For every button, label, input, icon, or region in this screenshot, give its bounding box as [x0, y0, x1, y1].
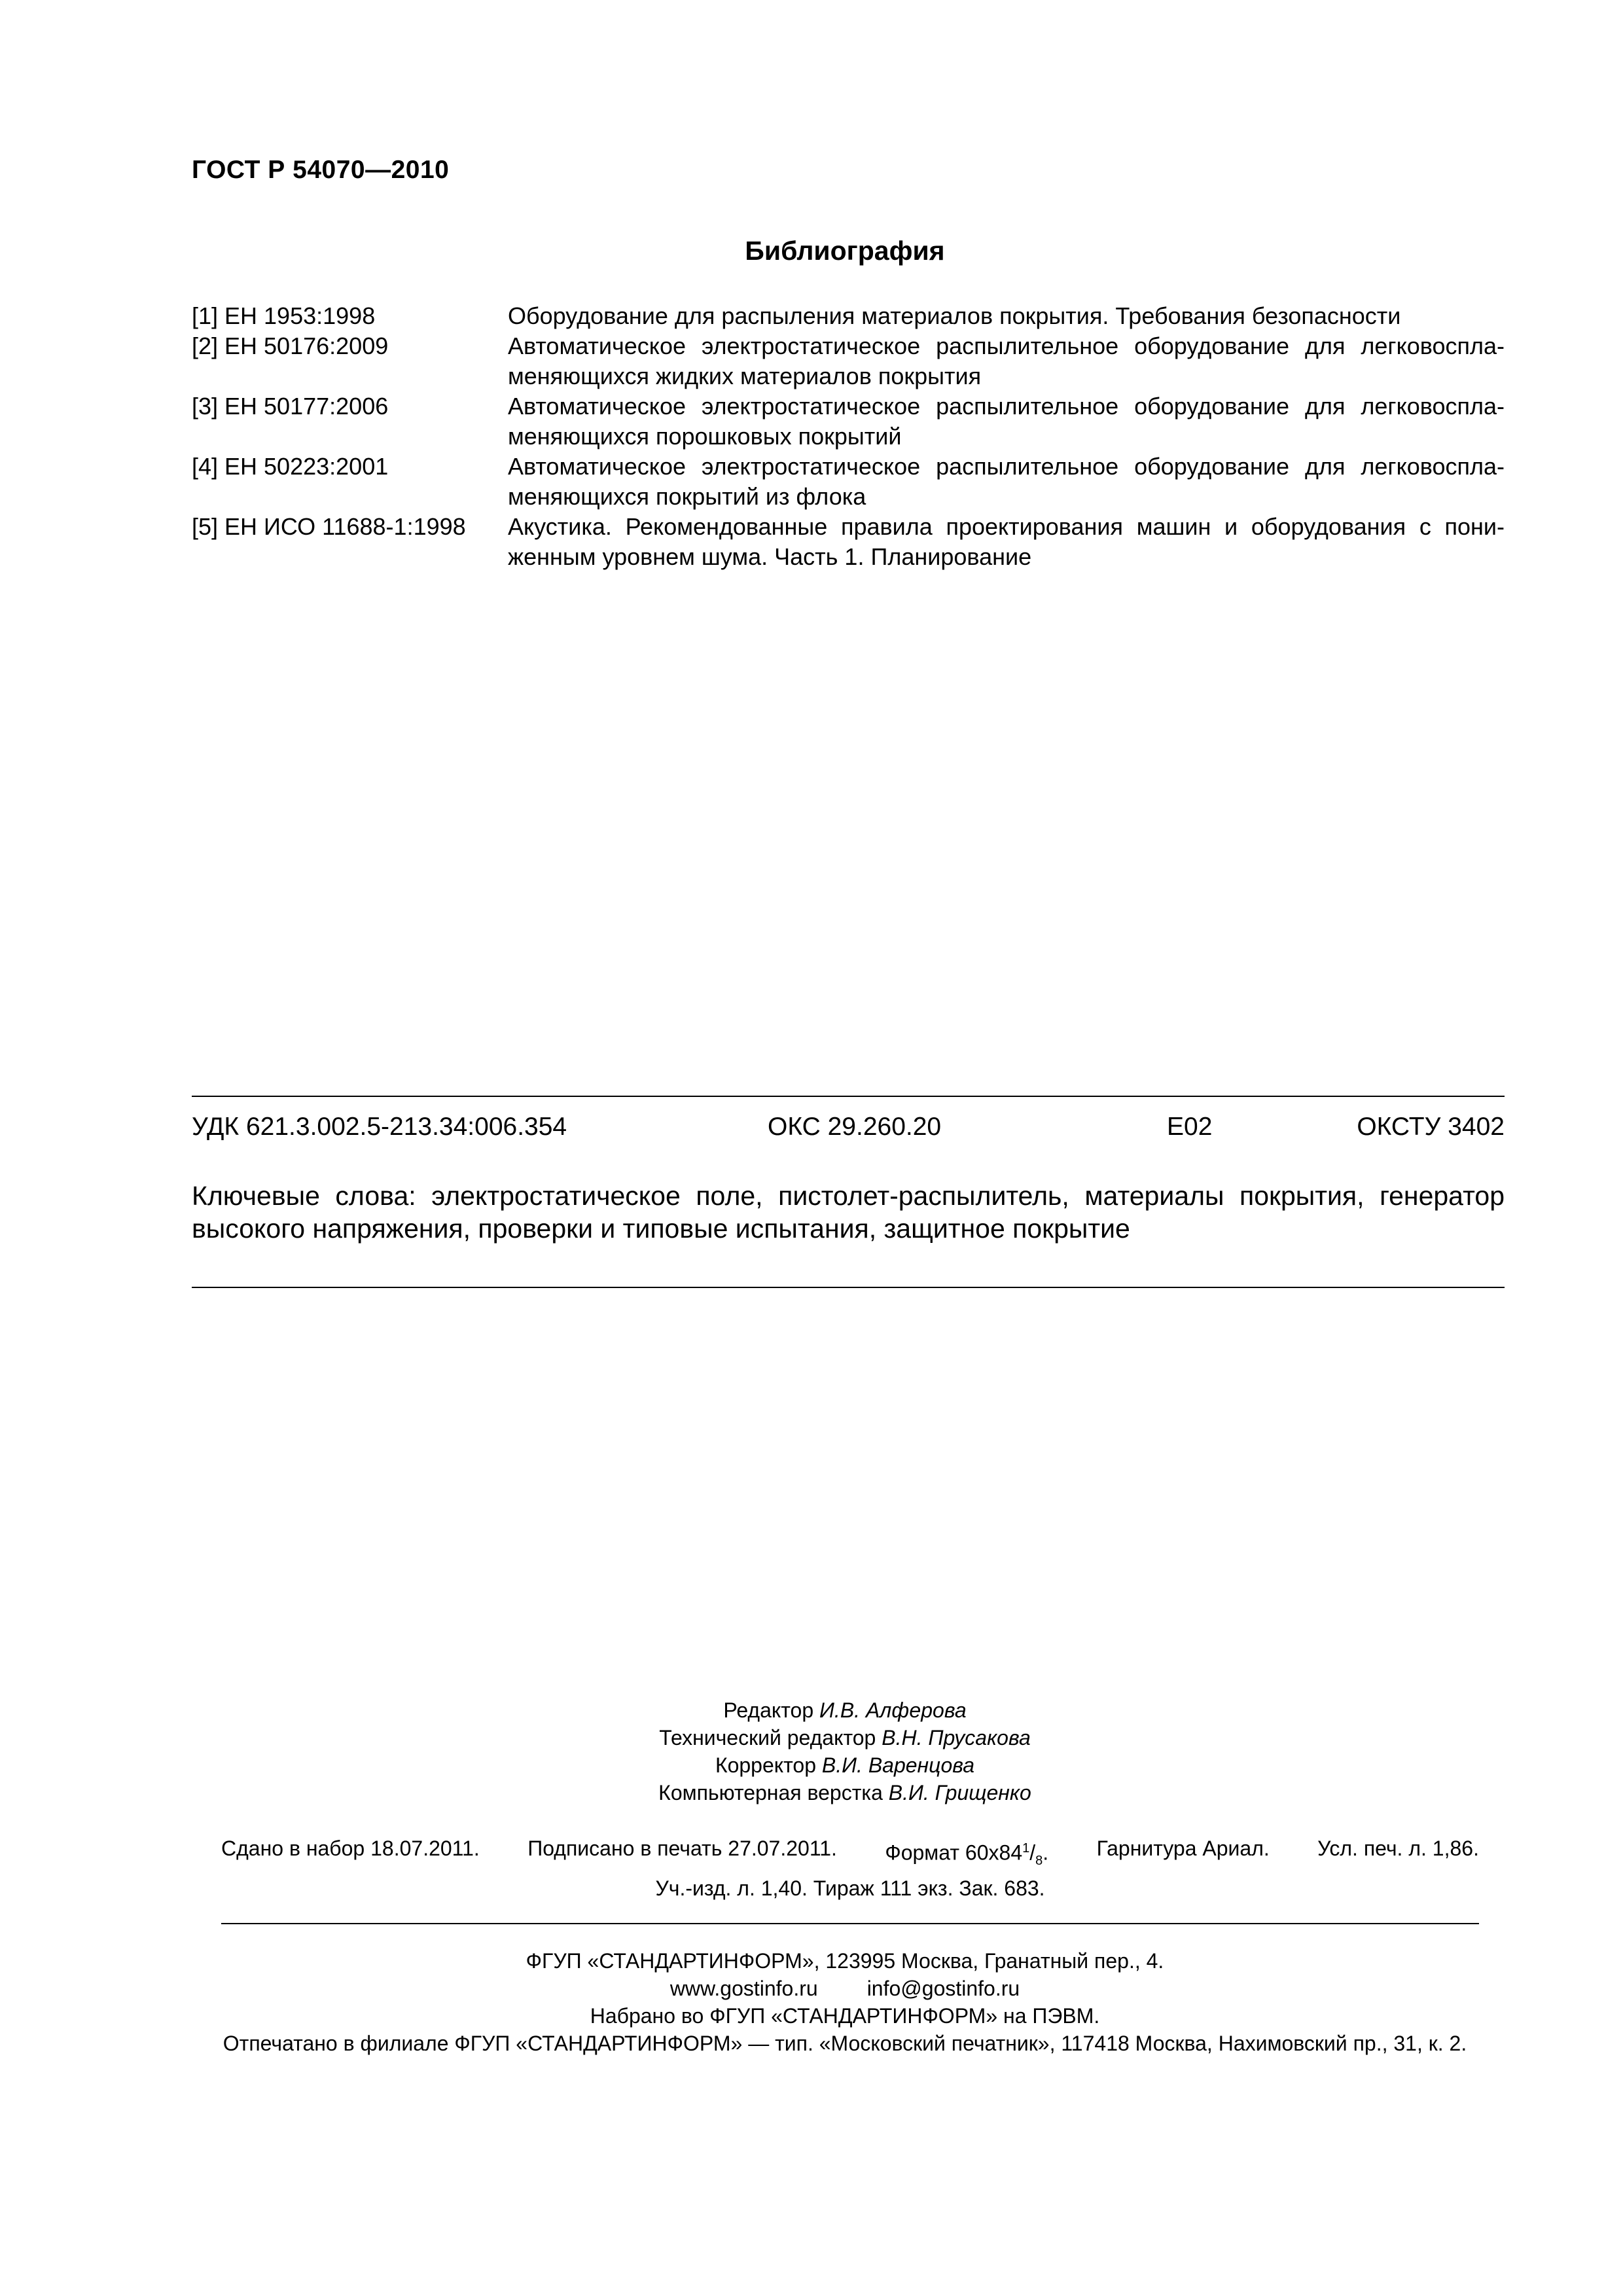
- divider-footer: [221, 1923, 1479, 1924]
- bibliography-line: Оборудование для распыления материалов покрытия. Требования безопасности: [508, 302, 1401, 329]
- credit-role: Редактор: [723, 1698, 814, 1722]
- publisher-footer: [0, 1947, 1623, 2057]
- bibliography-line: Акустика. Рекомендованные правила проектирования машин и оборудования с пони-: [508, 513, 1505, 540]
- document-code: ГОСТ Р 54070—2010: [192, 156, 450, 184]
- bibliography-text: [508, 301, 1505, 331]
- publisher-address: ФГУП «СТАНДАРТИНФОРМ», 123995 Москва, Гранатный пер., 4.: [526, 1949, 1164, 1973]
- udk-code: УДК 621.3.002.5-213.34:006.354: [192, 1113, 567, 1141]
- credit-person: И.В. Алферова: [819, 1698, 967, 1722]
- bibliography-entry: [192, 452, 1505, 512]
- credits-block: [0, 1696, 1623, 1806]
- bibliography-entry: [192, 391, 1505, 452]
- bibliography-ref: [1] ЕН 1953:1998: [192, 302, 376, 329]
- bibliography-ref: [2] ЕН 50176:2009: [192, 332, 389, 359]
- print-info: [221, 1835, 1479, 1902]
- divider-top: [192, 1096, 1505, 1097]
- contact-line: [0, 1975, 1623, 2002]
- signed-date: Подписано в печать 27.07.2011.: [527, 1837, 837, 1860]
- bibliography-text: [508, 391, 1505, 452]
- submitted-date: Сдано в набор 18.07.2011.: [221, 1837, 480, 1860]
- printed-note: Отпечатано в филиале ФГУП «СТАНДАРТИНФОРМ» — тип. «Московский печатник», 117418 Москва, Нахимовский пр., 31, к. 2.: [223, 2032, 1467, 2055]
- format-slash: /: [1029, 1840, 1036, 1865]
- bibliography-ref: [3] ЕН 50177:2006: [192, 393, 389, 420]
- keywords-block: [192, 1179, 1505, 1245]
- bibliography-line: меняющихся порошковых покрытий: [508, 423, 902, 450]
- email-link[interactable]: info@gostinfo.ru: [866, 1977, 1020, 2000]
- group-code: Е02: [1167, 1113, 1213, 1141]
- format-suffix: .: [1043, 1840, 1049, 1865]
- bibliography-ref: [4] ЕН 50223:2001: [192, 453, 389, 480]
- typeset-note: Набрано во ФГУП «СТАНДАРТИНФОРМ» на ПЭВМ.: [590, 2004, 1100, 2028]
- format-prefix: Формат 60х84: [885, 1840, 1023, 1865]
- credit-role: Корректор: [715, 1753, 817, 1777]
- keywords-line: высокого напряжения, проверки и типовые испытания, защитное покрытие: [192, 1213, 1130, 1244]
- credit-person: В.И. Грищенко: [888, 1781, 1031, 1804]
- classification-row: [192, 1113, 1505, 1145]
- format-sub: 8: [1035, 1854, 1043, 1869]
- bibliography-line: Автоматическое электростатическое распылительное оборудование для легковоспла-: [508, 332, 1505, 359]
- bibliography-entry: [192, 512, 1505, 572]
- bibliography-text: [508, 452, 1505, 512]
- bibliography-entry: [192, 301, 1505, 331]
- bibliography-title: Библиография: [745, 236, 945, 266]
- bibliography-line: Автоматическое электростатическое распылительное оборудование для легковоспла-: [508, 393, 1505, 420]
- okstu-code: ОКСТУ 3402: [1357, 1113, 1505, 1141]
- bibliography-ref: [5] ЕН ИСО 11688-1:1998: [192, 513, 466, 540]
- bibliography-line: Автоматическое электростатическое распылительное оборудование для легковоспла-: [508, 453, 1505, 480]
- credit-person: В.Н. Прусакова: [882, 1726, 1031, 1749]
- credit-corrector: [0, 1751, 1623, 1779]
- typeface: Гарнитура Ариал.: [1096, 1837, 1270, 1860]
- credit-person: В.И. Варенцова: [821, 1753, 975, 1777]
- print-info-line: [221, 1835, 1479, 1874]
- print-run-line: Уч.-изд. л. 1,40. Тираж 111 экз. Зак. 683.: [655, 1876, 1045, 1901]
- credit-tech-editor: [0, 1724, 1623, 1751]
- bibliography-line: меняющихся покрытий из флока: [508, 483, 866, 510]
- bibliography-text: [508, 512, 1505, 572]
- bibliography-text: [508, 331, 1505, 391]
- bibliography-line: меняющихся жидких материалов покрытия: [508, 363, 982, 389]
- credit-editor: [0, 1696, 1623, 1724]
- credit-role: Технический редактор: [659, 1726, 876, 1749]
- credit-layout: [0, 1779, 1623, 1806]
- bibliography-list: [192, 301, 1505, 572]
- paper-format: [885, 1835, 1048, 1874]
- format-sup: 1: [1022, 1841, 1030, 1856]
- bibliography-entry: [192, 331, 1505, 391]
- oks-code: ОКС 29.260.20: [768, 1113, 942, 1141]
- divider-bottom: [192, 1287, 1505, 1288]
- bibliography-line: женным уровнем шума. Часть 1. Планирование: [508, 543, 1032, 570]
- keywords-line: Ключевые слова: электростатическое поле, пистолет-распылитель, материалы покрытия, генератор: [192, 1181, 1505, 1211]
- credit-role: Компьютерная верстка: [658, 1781, 883, 1804]
- website-link[interactable]: www.gostinfo.ru: [669, 1977, 818, 2000]
- print-sheets: Усл. печ. л. 1,86.: [1317, 1837, 1479, 1860]
